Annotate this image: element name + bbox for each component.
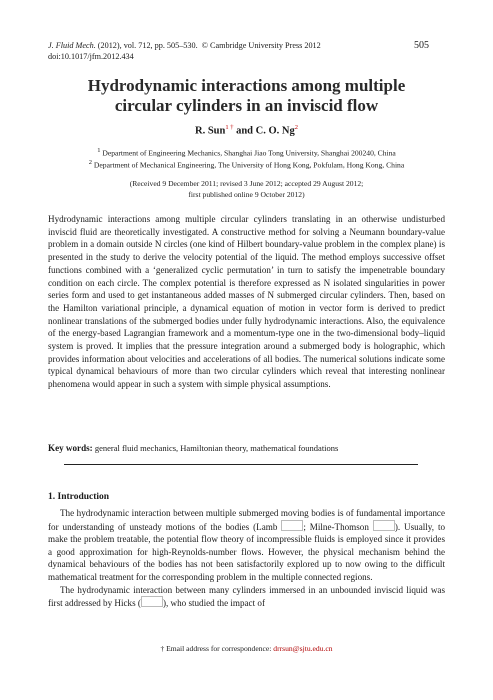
intro-p2-text-a: The hydrodynamic interaction between many cylinders immersed in an unbounded inviscid liquid was first addressed by Hicks ( bbox=[48, 584, 445, 609]
intro-paragraph-1 bbox=[48, 507, 445, 584]
citation-link-lamb[interactable] bbox=[281, 520, 303, 531]
abstract: Hydrodynamic interactions among multiple circular cylinders translating in an otherwise undisturbed inviscid fluid are theoretically investigated. A constructive method for solving a Neumann boundary-value problem in a domain outside N circles (one kind of Hilbert boundary-value problem in the complex plane) is presented in the study to derive the velocity potential of the liquid. The method employs successive offset functions combined with a ‘generalized cyclic permutation’ in turn to satisfy the impenetrable boundary condition on each circle. The complex potential is therefore expressed as N isolated singularities in power series form and used to get instantaneous added masses of N submerged circular cylinders. Then, based on the Hamilton variational principle, a dynamical equation of motion in vector form is derived to predict nonlinear translations of the submerged bodies under fully hydrodynamic interactions. Also, the equivalence of the energy-based Lagrangian framework and a momentum-type one in the two-dimensional body–liquid system is proved. It implies that the pressure integration around a submerged body is holographic, which provides information about velocities and accelerations of all bodies. The numerical solutions indicate some typical dynamical behaviours of more than two circular cylinders which reveal that interesting nonlinear phenomena would appear in such a system with simple physical assumptions. bbox=[48, 214, 445, 390]
intro-p2-text-b: ), who studied the impact of bbox=[162, 598, 265, 609]
citation-link-milne-thomson[interactable] bbox=[373, 520, 395, 531]
author-1: R. Sun bbox=[194, 125, 226, 137]
affiliation-2-text: Department of Mechanical Engineering, The University of Hong Kong, Pokfulam, Hong Kong, China bbox=[93, 160, 405, 170]
running-header bbox=[48, 40, 448, 62]
page-number: 505 bbox=[414, 40, 429, 51]
section-heading: 1. Introduction bbox=[48, 492, 110, 502]
received-line-2: first published online 9 October 2012) bbox=[188, 190, 305, 199]
affiliation-1-mark: 1 bbox=[97, 147, 101, 154]
title-line-1: Hydrodynamic interactions among multiple bbox=[87, 76, 406, 95]
footnote-text: † Email address for correspondence: bbox=[160, 644, 272, 653]
title-line-2: circular cylinders in an inviscid flow bbox=[114, 96, 379, 115]
intro-paragraph-2 bbox=[48, 584, 445, 610]
intro-p1-text-b: ; Milne-Thomson bbox=[303, 521, 369, 532]
intro-p1-text-a: The hydrodynamic interaction between multiple submerged moving bodies is of fundamental importance for understanding of unsteady motions of the bodies (Lamb bbox=[48, 508, 445, 532]
keywords-list: general fluid mechanics, Hamiltonian theory, mathematical foundations bbox=[94, 443, 339, 453]
received-dates bbox=[48, 178, 445, 200]
and-word: and bbox=[236, 125, 254, 137]
received-line-1: (Received 9 December 2011; revised 3 June 2012; accepted 29 August 2012; bbox=[129, 179, 364, 188]
author-2: C. O. Ng bbox=[255, 125, 295, 137]
introduction-body bbox=[48, 507, 445, 610]
author-2-mark[interactable]: 2 bbox=[294, 124, 298, 131]
affiliation-2 bbox=[40, 157, 453, 171]
keywords bbox=[48, 443, 445, 453]
citation-link-hicks[interactable] bbox=[141, 596, 163, 607]
section-divider bbox=[64, 464, 418, 465]
doi[interactable]: doi:10.1017/jfm.2012.434 bbox=[48, 52, 134, 61]
affiliation-2-mark: 2 bbox=[88, 159, 93, 166]
paper-title bbox=[40, 76, 453, 116]
journal-name: J. Fluid Mech. bbox=[48, 41, 96, 50]
author-1-marks[interactable]: 1 † bbox=[225, 124, 234, 131]
intro-p1-text-c: ). Usually, to make the problem treatable, the potential flow theory of incompressible fluids is employed since it provides a good approximation for high-Reynolds-number flows. However, the physical mechanism behind the dynamical behaviours of the bodies has not been satisfactorily explored up to now owing to the difficult mathematical treatment for the corresponding problem in the multiple connected regions. bbox=[48, 521, 446, 582]
affiliation-1-text: Department of Engineering Mechanics, Shanghai Jiao Tong University, Shanghai 200240, China bbox=[102, 148, 396, 158]
footnote bbox=[48, 644, 445, 653]
copyright: © Cambridge University Press 2012 bbox=[201, 41, 321, 50]
footnote-email-link[interactable]: drrsun@sjtu.edu.cn bbox=[273, 644, 333, 653]
keywords-label: Key words: bbox=[48, 443, 93, 453]
author-list bbox=[40, 124, 453, 137]
citation: (2012), vol. 712, pp. 505–530. bbox=[97, 41, 198, 50]
